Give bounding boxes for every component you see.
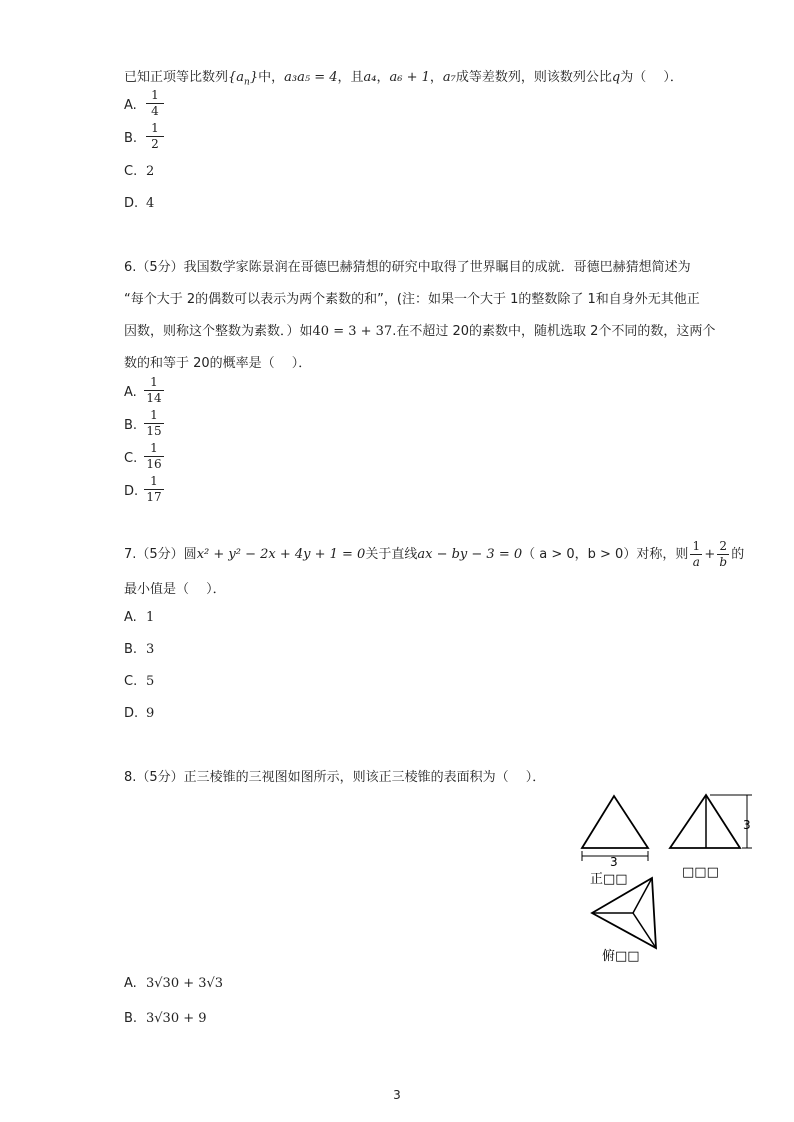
q5-mid4: ， bbox=[429, 70, 443, 85]
numerator: 1 bbox=[692, 539, 701, 553]
q5-cond4: a₇ bbox=[442, 70, 456, 85]
denominator: b bbox=[719, 555, 728, 569]
option-label: A. bbox=[124, 385, 137, 400]
q7-line-equation: ax − by − 3 = 0 bbox=[417, 547, 523, 562]
q5-option-b-fraction bbox=[146, 122, 164, 151]
option-value: 9 bbox=[146, 706, 155, 721]
q7-mid: 关于直线 bbox=[365, 547, 418, 562]
denominator: 17 bbox=[146, 490, 162, 504]
q5-seq bbox=[228, 70, 259, 88]
q5-option-d[interactable] bbox=[124, 196, 154, 211]
option-label: B. bbox=[124, 1011, 138, 1026]
q8-stem: 8.（5分）正三棱锥的三视图如图所示，则该正三棱锥的表面积为（ ）． bbox=[124, 770, 546, 785]
q5-end: 为（ ）． bbox=[620, 70, 683, 85]
q6-stem-line2: “每个大于 2的偶数可以表示为两个素数的和”，(注：如果一个大于 1的整数除了 1和自身外无其他正 bbox=[124, 292, 700, 307]
q5-seq-text: {a bbox=[228, 70, 245, 85]
numerator: 1 bbox=[151, 88, 159, 102]
numerator: 1 bbox=[151, 121, 159, 135]
option-label: D. bbox=[124, 706, 139, 721]
q7-option-c[interactable] bbox=[124, 674, 154, 689]
q6-line3-math: 40 = 3 + 37 bbox=[312, 324, 393, 339]
option-value: 4 bbox=[146, 196, 155, 211]
option-label: B. bbox=[124, 418, 138, 433]
option-label: A. bbox=[124, 98, 137, 113]
q5-stem bbox=[124, 66, 683, 88]
q6-option-d-fraction bbox=[144, 475, 164, 504]
q6-option-c-fraction bbox=[144, 442, 164, 471]
q6-line3-a: 因数，则称这个整数为素数．）如 bbox=[124, 324, 313, 339]
q7-stem-line1 bbox=[124, 540, 744, 569]
option-label: A. bbox=[124, 976, 137, 991]
q7-plus: + bbox=[704, 547, 716, 562]
q6-option-d[interactable] bbox=[124, 484, 146, 499]
option-label: B. bbox=[124, 642, 138, 657]
q6-option-a-fraction bbox=[144, 376, 164, 405]
option-value: 3√30 + 3√3 bbox=[146, 976, 224, 991]
q7-option-a[interactable] bbox=[124, 610, 154, 625]
q5-q: q bbox=[611, 70, 621, 85]
option-label: D. bbox=[124, 196, 139, 211]
denominator: 15 bbox=[146, 424, 162, 438]
option-value: 3√30 + 9 bbox=[146, 1011, 207, 1026]
q6-stem-line3 bbox=[124, 320, 715, 339]
option-label: C. bbox=[124, 164, 138, 179]
option-label: C. bbox=[124, 674, 138, 689]
numerator: 1 bbox=[150, 408, 158, 422]
q5-prefix: 已知正项等比数列 bbox=[124, 70, 229, 85]
denominator: 14 bbox=[146, 391, 162, 405]
q8-option-a[interactable] bbox=[124, 976, 223, 991]
q5-option-a[interactable] bbox=[124, 98, 146, 113]
option-value: 3 bbox=[146, 642, 155, 657]
q6-stem-line1: 6.（5分）我国数学家陈景润在哥德巴赫猜想的研究中取得了世界瞩目的成就．哥德巴赫猜想简述为 bbox=[124, 260, 691, 275]
q7-end: 的 bbox=[731, 547, 745, 562]
option-label: C. bbox=[124, 451, 138, 466]
q5-option-a-fraction bbox=[146, 89, 164, 118]
three-view-figure bbox=[570, 788, 760, 970]
q6-stem-line4: 数的和等于 20的概率是（ ）． bbox=[124, 356, 312, 371]
option-label: A. bbox=[124, 610, 137, 625]
q6-option-c[interactable] bbox=[124, 451, 146, 466]
option-value: 5 bbox=[146, 674, 155, 689]
top-view-label: 俯□□ bbox=[602, 949, 640, 964]
option-label: D. bbox=[124, 484, 139, 499]
side-view-triangle bbox=[670, 795, 740, 848]
q5-option-c[interactable] bbox=[124, 164, 154, 179]
page-number: 3 bbox=[393, 1088, 401, 1102]
side-dim-label: 3 bbox=[743, 818, 751, 832]
q5-suffix: 成等差数列，则该数列公比 bbox=[455, 70, 612, 85]
q6-option-b[interactable] bbox=[124, 418, 146, 433]
denominator: 16 bbox=[146, 457, 162, 471]
side-view-label: □□□ bbox=[682, 865, 719, 880]
q6-option-b-fraction bbox=[144, 409, 164, 438]
front-view-triangle bbox=[582, 796, 648, 848]
option-value: 2 bbox=[146, 164, 155, 179]
top-view-edge-3 bbox=[633, 913, 656, 948]
option-value: 1 bbox=[146, 610, 155, 625]
q8-option-b[interactable] bbox=[124, 1011, 207, 1026]
q5-seq-end: } bbox=[249, 70, 259, 85]
q5-cond3: a₆ + 1 bbox=[389, 70, 430, 85]
front-dim-label: 3 bbox=[610, 855, 618, 869]
q5-seq-sub: n bbox=[244, 77, 250, 88]
q7-circle-equation: x² + y² − 2x + 4y + 1 = 0 bbox=[196, 547, 366, 562]
denominator: 4 bbox=[151, 104, 159, 118]
numerator: 1 bbox=[150, 474, 158, 488]
denominator: 2 bbox=[151, 137, 159, 151]
numerator: 2 bbox=[719, 539, 728, 553]
q7-fraction-2 bbox=[717, 540, 729, 569]
numerator: 1 bbox=[150, 441, 158, 455]
q5-cond2: a₄ bbox=[363, 70, 377, 85]
q5-mid3: ， bbox=[376, 70, 390, 85]
q5-mid1: 中， bbox=[258, 70, 285, 85]
q5-cond1: a₃a₅ = 4 bbox=[284, 70, 338, 85]
q7-condition: （ a > 0，b > 0）对称，则 bbox=[522, 547, 689, 562]
q6-line3-b: .在不超过 20的素数中，随机选取 2个不同的数，这两个 bbox=[392, 324, 716, 339]
q7-stem-line2: 最小值是（ ）． bbox=[124, 582, 226, 597]
numerator: 1 bbox=[150, 375, 158, 389]
q5-mid2: ，且 bbox=[337, 70, 364, 85]
denominator: a bbox=[692, 555, 700, 569]
q5-option-b[interactable] bbox=[124, 131, 146, 146]
q7-prefix: 7.（5分）圆 bbox=[124, 547, 197, 562]
q7-option-b[interactable] bbox=[124, 642, 154, 657]
q7-option-d[interactable] bbox=[124, 706, 154, 721]
q6-option-a[interactable] bbox=[124, 385, 146, 400]
option-label: B. bbox=[124, 131, 138, 146]
q7-fraction-1 bbox=[690, 540, 702, 569]
front-view-label: 正□□ bbox=[590, 872, 628, 887]
